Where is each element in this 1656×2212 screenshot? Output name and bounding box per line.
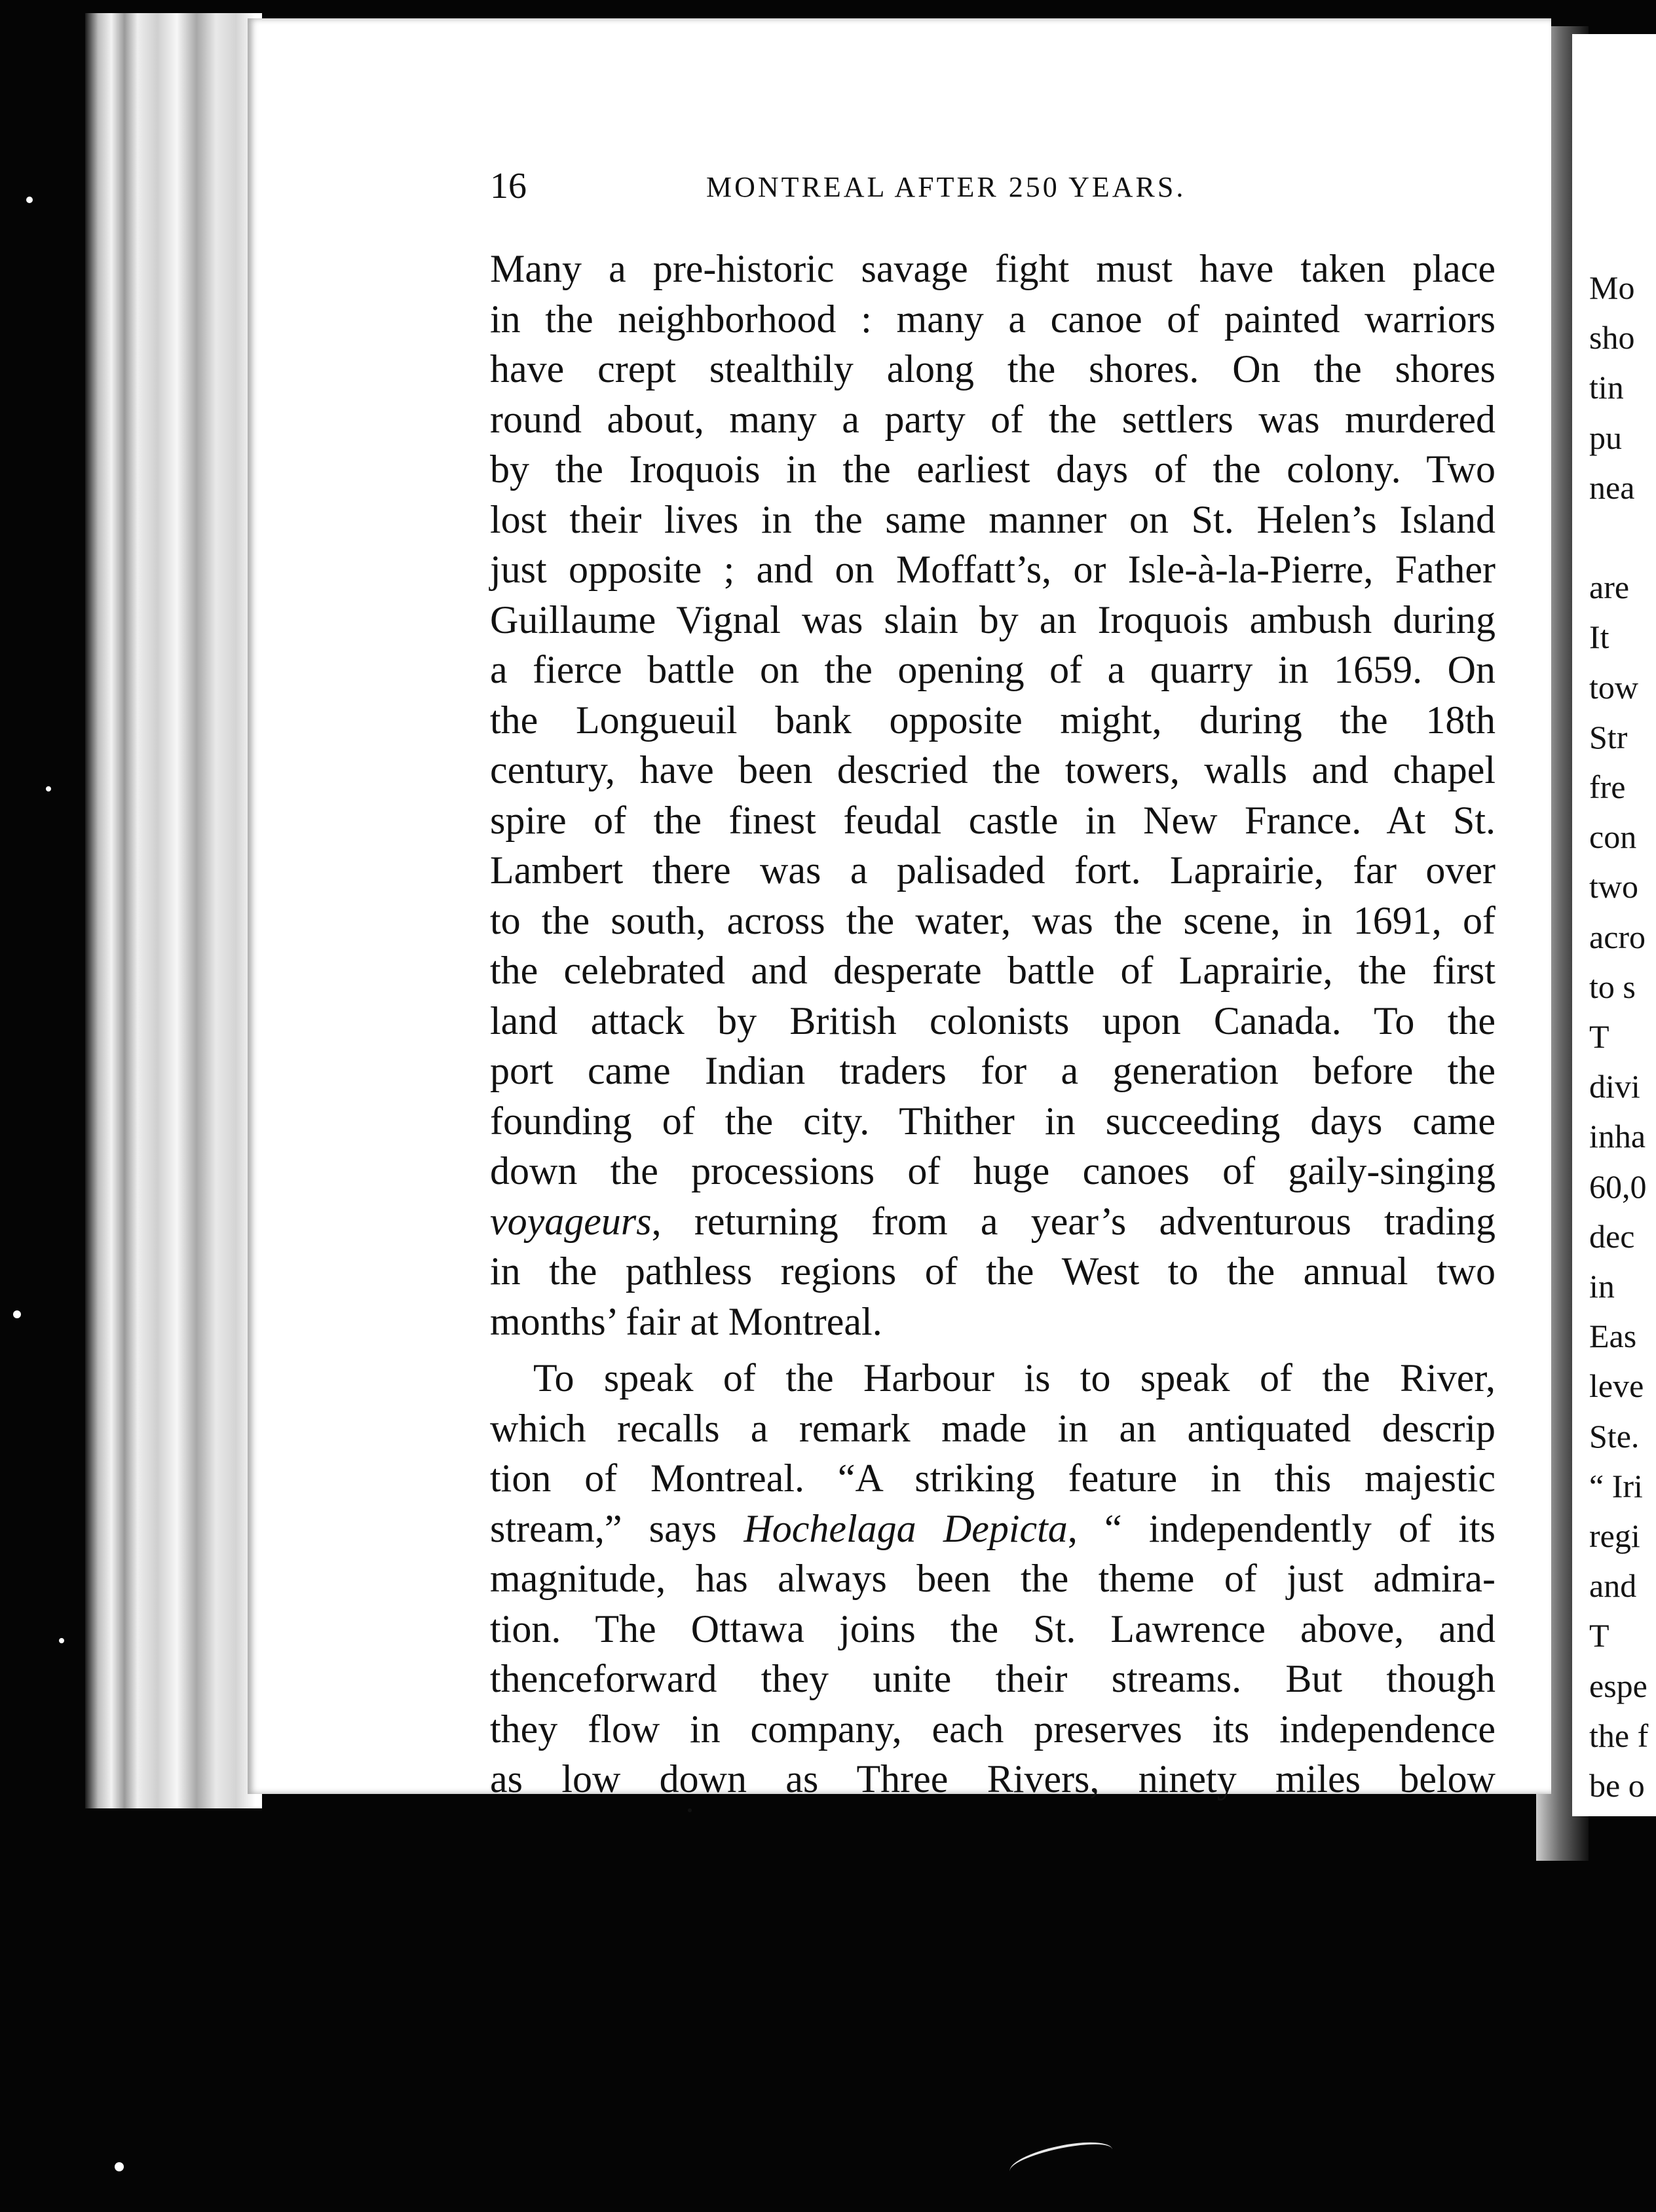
facing-page-fragment: to s (1589, 968, 1636, 1005)
facing-page-fragment: pu (1589, 419, 1622, 456)
running-header (490, 165, 1296, 218)
facing-page (1572, 34, 1656, 1816)
page-edges (85, 13, 262, 1808)
text-line: lost their lives in the same manner on St. Helen’s Island (490, 497, 1496, 541)
text-line-citation (490, 1504, 1496, 1554)
text-line: just opposite ; and on Moffatt’s, or Isle-à-la-Pierre, Father (490, 548, 1496, 591)
text-line: To speak of the Harbour is to speak of the River, (533, 1356, 1496, 1400)
text-line: as low down as Three Rivers, ninety miles below (490, 1757, 1496, 1801)
text-line: port came Indian traders for a generation before the (490, 1049, 1496, 1092)
scan-speck (115, 2162, 124, 2171)
scan-speck (688, 1808, 692, 1812)
facing-page-fragment: nea (1589, 468, 1635, 506)
text-line: by the Iroquois in the earliest days of the colony. Two (490, 448, 1496, 491)
facing-page-fragment: leve (1589, 1367, 1644, 1405)
text-line: land attack by British colonists upon Canada. To the (490, 999, 1496, 1042)
text-line: Many a pre-historic savage fight must have taken place (490, 247, 1496, 290)
text-line: Lambert there was a palisaded fort. Laprairie, far over (490, 849, 1496, 892)
scan-speck (26, 197, 33, 203)
italic-word: voyageurs (490, 1199, 652, 1243)
facing-page-fragment: T (1589, 1617, 1609, 1654)
facing-page-fragment: two (1589, 868, 1638, 906)
facing-page-fragment: espe (1589, 1667, 1647, 1704)
text-segment: stream,” says (490, 1506, 744, 1550)
facing-page-fragment: T (1589, 1018, 1609, 1055)
facing-page-fragment: con (1589, 818, 1637, 856)
scan-speck (46, 786, 51, 791)
book-title: Hochelaga Depicta (743, 1506, 1068, 1550)
facing-page-fragment: the f (1589, 1717, 1649, 1754)
facing-page-fragment: Ste. (1589, 1417, 1640, 1455)
text-line: magnitude, has always been the theme of just admira- (490, 1557, 1496, 1600)
facing-page-fragment: tow (1589, 668, 1638, 706)
facing-page-fragment: inha (1589, 1118, 1646, 1155)
text-line: the Longueuil bank opposite might, during the 18th (490, 698, 1496, 742)
facing-page-fragment: dec (1589, 1217, 1635, 1255)
facing-page-fragment: “ Iri (1589, 1467, 1643, 1504)
scan-speck (59, 1638, 64, 1643)
text-line: century, have been descried the towers, walls and chapel (490, 748, 1496, 791)
text-line: Guillaume Vignal was slain by an Iroquois ambush during (490, 598, 1496, 641)
body-text (490, 244, 1496, 1804)
facing-page-fragment: Mo (1589, 269, 1635, 306)
text-line: months’ fair at Montreal. (490, 1299, 882, 1343)
paragraph-1 (490, 244, 1496, 1346)
text-line: which recalls a remark made in an antiquated descrip (490, 1406, 1496, 1450)
facing-page-fragment: 60,0 (1589, 1168, 1647, 1205)
facing-page-fragment: sho (1589, 319, 1635, 356)
facing-page-fragment: tin (1589, 369, 1624, 406)
text-line: they flow in company, each preserves its independence (490, 1707, 1496, 1751)
paragraph-2 (490, 1353, 1496, 1804)
text-line: spire of the finest feudal castle in New France. At St. (490, 798, 1496, 842)
facing-page-fragment: in (1589, 1268, 1615, 1305)
facing-page-fragment: acro (1589, 918, 1646, 955)
facing-page-fragment: Eas (1589, 1318, 1637, 1355)
text-line: the celebrated and desperate battle of Laprairie, the first (490, 949, 1496, 992)
scan-mark (1007, 2135, 1116, 2185)
text-line: tion of Montreal. “A striking feature in this majestic (490, 1457, 1496, 1500)
facing-page-fragment: be o (1589, 1767, 1645, 1804)
facing-page-fragment: are (1589, 569, 1630, 606)
text-line: founding of the city. Thither in succeeding days came (490, 1099, 1496, 1143)
facing-page-fragment: Str (1589, 718, 1628, 755)
running-title: MONTREAL AFTER 250 YEARS. (706, 171, 1186, 203)
text-line: a fierce battle on the opening of a quarry in 1659. On (490, 648, 1496, 691)
text-line: in the pathless regions of the West to the annual two (490, 1249, 1496, 1293)
text-line: tion. The Ottawa joins the St. Lawrence above, and (490, 1607, 1496, 1650)
text-line: in the neighborhood : many a canoe of painted warriors (490, 297, 1496, 341)
text-line: have crept stealthily along the shores. On the shores (490, 347, 1496, 391)
text-line: thenceforward they unite their streams. But though (490, 1657, 1496, 1700)
facing-page-fragment: divi (1589, 1068, 1640, 1105)
text-segment: , returning from a year’s adventurous trading (651, 1199, 1496, 1243)
text-line: down the processions of huge canoes of gaily-singing (490, 1149, 1496, 1192)
scan-speck (13, 1310, 21, 1318)
facing-page-fragment: regi (1589, 1517, 1640, 1554)
text-line-italic (490, 1196, 1496, 1247)
text-line: to the south, across the water, was the scene, in 1691, of (490, 898, 1496, 942)
page-number: 16 (490, 166, 527, 206)
facing-page-fragment: and (1589, 1567, 1637, 1605)
text-segment: , “ independently of its (1067, 1506, 1496, 1550)
text-line: round about, many a party of the settlers was murdered (490, 397, 1496, 441)
facing-page-fragment: It (1589, 619, 1609, 656)
facing-page-fragment: fre (1589, 769, 1626, 805)
